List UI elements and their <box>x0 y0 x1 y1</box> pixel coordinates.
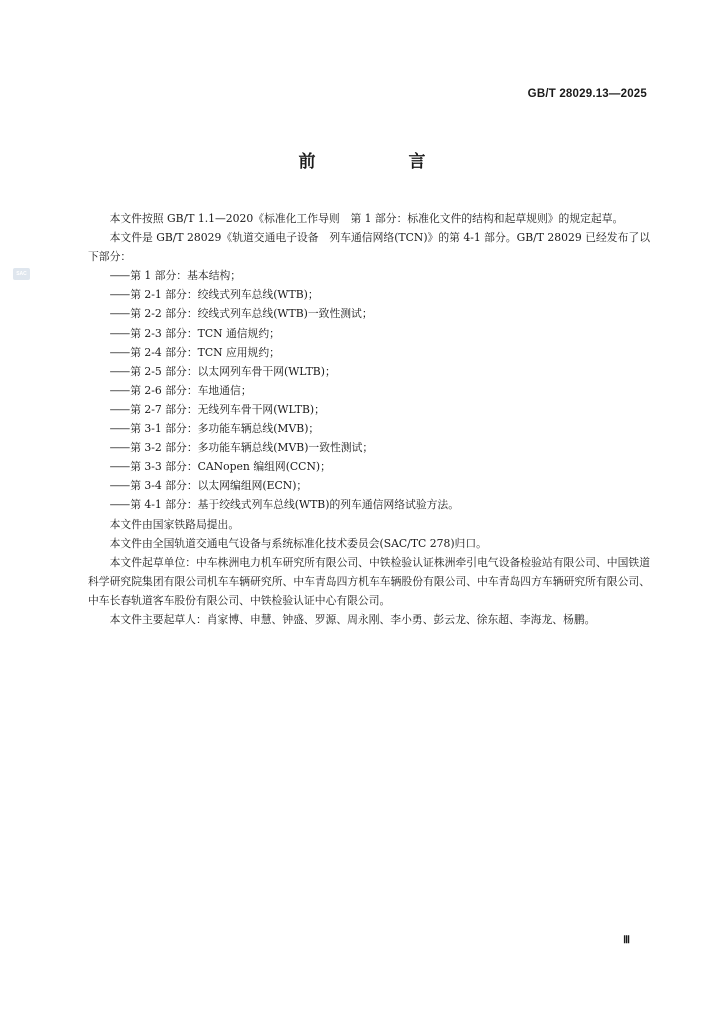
list-item: ——第 2-7 部分：无线列车骨干网(WLTB)； <box>109 402 325 416</box>
list-dash: —— <box>109 498 130 512</box>
list-item: ——第 2-3 部分：TCN 通信规约； <box>109 326 280 340</box>
list-dash: —— <box>109 364 130 378</box>
paragraph: 本文件起草单位：中车株洲电力机车研究所有限公司、中铁检验认证株洲牵引电气设备检验站有限公司、中国铁道科学研究院集团有限公司机车车辆研究所、中车青岛四方机车车辆股份有限公司、中车青岛四方车辆研究所有限公司、中车长春轨道客车股份有限公司、中铁检验认证中心有限公司。 <box>88 555 650 607</box>
list-dash: —— <box>109 402 130 416</box>
list-item: ——第 2-4 部分：TCN 应用规约； <box>109 345 280 359</box>
foreword-body <box>88 209 650 629</box>
list-dash: —— <box>109 441 130 455</box>
list-item: ——第 1 部分：基本结构； <box>109 269 242 283</box>
paragraph: 本文件主要起草人：肖家博、申慧、钟盛、罗源、周永刚、李小勇、彭云龙、徐东超、李海龙、杨鹏。 <box>109 612 596 626</box>
list-item: ——第 2-5 部分：以太网列车骨干网(WLTB)； <box>109 364 336 378</box>
list-item: ——第 4-1 部分：基于绞线式列车总线(WTB)的列车通信网络试验方法。 <box>109 498 460 512</box>
list-item: ——第 3-3 部分：CANopen 编组网(CCN)； <box>109 460 331 474</box>
list-dash: —— <box>109 326 130 340</box>
list-dash: —— <box>109 460 130 474</box>
document-code: GB/T 28029.13—2025 <box>527 88 647 100</box>
paragraph: 本文件按照 GB/T 1.1—2020《标准化工作导则 第 1 部分：标准化文件的结构和起草规则》的规定起草。 <box>109 212 624 225</box>
list-dash: —— <box>109 383 130 397</box>
sac-stamp-icon: SAC <box>13 268 30 280</box>
paragraph: 本文件由全国轨道交通电气设备与系统标准化技术委员会(SAC/TC 278)归口。 <box>109 536 487 550</box>
list-dash: —— <box>109 345 130 359</box>
list-item: ——第 3-4 部分：以太网编组网(ECN)； <box>109 479 308 493</box>
list-dash: —— <box>109 288 130 302</box>
page-number: Ⅲ <box>623 935 630 946</box>
list-dash: —— <box>109 269 130 283</box>
list-dash: —— <box>109 307 130 321</box>
page-title: 前 言 <box>298 152 464 172</box>
list-item: ——第 2-6 部分：车地通信； <box>109 383 252 397</box>
list-item: ——第 3-1 部分：多功能车辆总线(MVB)； <box>109 422 320 436</box>
list-item: ——第 2-1 部分：绞线式列车总线(WTB)； <box>109 288 319 302</box>
paragraph: 本文件是 GB/T 28029《轨道交通电子设备 列车通信网络(TCN)》的第 4-1 部分。GB/T 28029 已经发布了以下部分： <box>88 231 650 264</box>
list-dash: —— <box>109 422 130 436</box>
parts-list <box>88 266 650 514</box>
list-dash: —— <box>109 479 130 493</box>
list-item: ——第 3-2 部分：多功能车辆总线(MVB)一致性测试； <box>109 441 374 455</box>
paragraph: 本文件由国家铁路局提出。 <box>109 517 240 531</box>
list-item: ——第 2-2 部分：绞线式列车总线(WTB)一致性测试； <box>109 307 373 321</box>
